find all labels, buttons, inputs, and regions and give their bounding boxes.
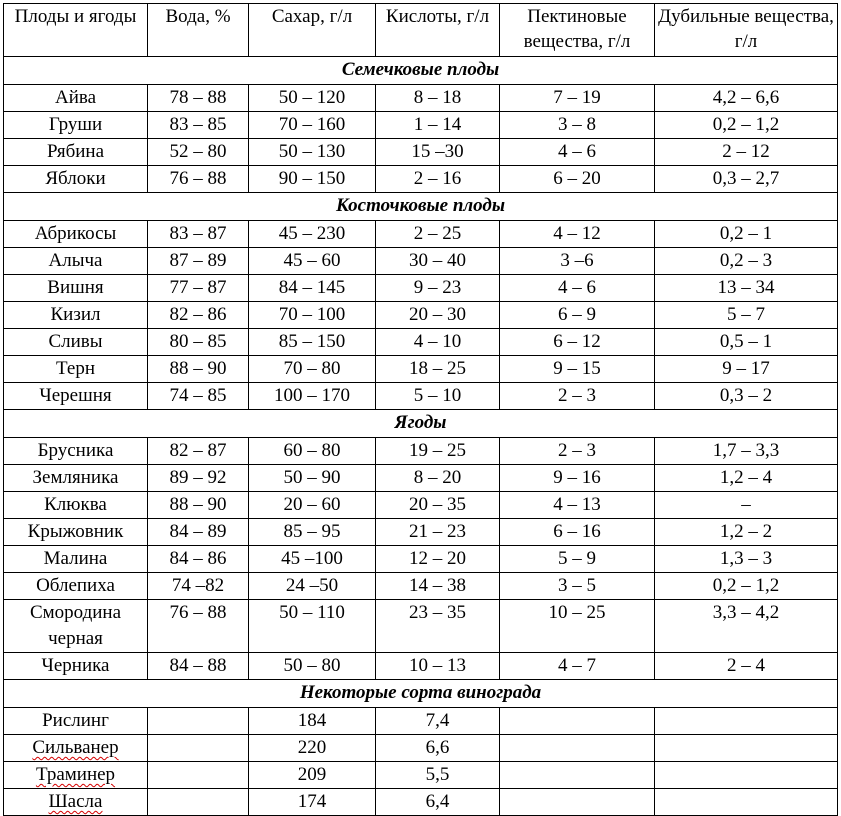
cell-name: Шасла bbox=[4, 789, 148, 816]
cell-pectins: 6 – 12 bbox=[500, 329, 655, 356]
cell-name: Смородина черная bbox=[4, 600, 148, 653]
table-row bbox=[4, 708, 838, 735]
cell-water: 84 – 86 bbox=[148, 546, 249, 573]
header-row bbox=[4, 4, 838, 57]
cell-acids: 20 – 35 bbox=[376, 492, 500, 519]
cell-acids: 5,5 bbox=[376, 762, 500, 789]
fruit-composition-table bbox=[3, 3, 838, 816]
table-row bbox=[4, 600, 838, 653]
cell-sugar: 50 – 110 bbox=[249, 600, 376, 653]
cell-water bbox=[148, 708, 249, 735]
cell-water: 82 – 87 bbox=[148, 438, 249, 465]
cell-sugar: 45 – 60 bbox=[249, 248, 376, 275]
cell-acids: 30 – 40 bbox=[376, 248, 500, 275]
cell-tannins: 0,2 – 3 bbox=[655, 248, 838, 275]
cell-water: 76 – 88 bbox=[148, 166, 249, 193]
cell-water: 84 – 88 bbox=[148, 653, 249, 680]
cell-tannins: 0,3 – 2,7 bbox=[655, 166, 838, 193]
section-title: Ягоды bbox=[4, 410, 838, 438]
cell-name: Груши bbox=[4, 112, 148, 139]
cell-tannins: 1,3 – 3 bbox=[655, 546, 838, 573]
header-cell-acids: Кислоты, г/л bbox=[376, 4, 500, 57]
cell-tannins bbox=[655, 762, 838, 789]
cell-acids: 20 – 30 bbox=[376, 302, 500, 329]
table-row bbox=[4, 383, 838, 410]
header-cell-tannins: Дубильные вещества, г/л bbox=[655, 4, 838, 57]
cell-name: Брусника bbox=[4, 438, 148, 465]
cell-acids: 6,4 bbox=[376, 789, 500, 816]
cell-tannins: 4,2 – 6,6 bbox=[655, 85, 838, 112]
cell-name: Клюква bbox=[4, 492, 148, 519]
section-row bbox=[4, 193, 838, 221]
cell-water bbox=[148, 735, 249, 762]
section-row bbox=[4, 57, 838, 85]
cell-acids: 18 – 25 bbox=[376, 356, 500, 383]
cell-name: Черника bbox=[4, 653, 148, 680]
table-row bbox=[4, 438, 838, 465]
cell-pectins bbox=[500, 735, 655, 762]
cell-name: Крыжовник bbox=[4, 519, 148, 546]
cell-water: 88 – 90 bbox=[148, 356, 249, 383]
table-row bbox=[4, 302, 838, 329]
cell-tannins: 1,2 – 4 bbox=[655, 465, 838, 492]
cell-name: Облепиха bbox=[4, 573, 148, 600]
cell-tannins: – bbox=[655, 492, 838, 519]
cell-pectins: 6 – 20 bbox=[500, 166, 655, 193]
cell-acids: 8 – 20 bbox=[376, 465, 500, 492]
cell-pectins: 3 – 5 bbox=[500, 573, 655, 600]
cell-acids: 2 – 25 bbox=[376, 221, 500, 248]
cell-tannins: 13 – 34 bbox=[655, 275, 838, 302]
cell-acids: 19 – 25 bbox=[376, 438, 500, 465]
cell-tannins: 9 – 17 bbox=[655, 356, 838, 383]
cell-tannins: 0,5 – 1 bbox=[655, 329, 838, 356]
table-row bbox=[4, 139, 838, 166]
cell-acids: 12 – 20 bbox=[376, 546, 500, 573]
cell-pectins: 3 – 8 bbox=[500, 112, 655, 139]
cell-water: 89 – 92 bbox=[148, 465, 249, 492]
cell-water: 84 – 89 bbox=[148, 519, 249, 546]
cell-sugar: 70 – 80 bbox=[249, 356, 376, 383]
cell-sugar: 209 bbox=[249, 762, 376, 789]
cell-name: Кизил bbox=[4, 302, 148, 329]
cell-water: 83 – 87 bbox=[148, 221, 249, 248]
cell-sugar: 50 – 120 bbox=[249, 85, 376, 112]
table-row bbox=[4, 789, 838, 816]
cell-pectins: 3 –6 bbox=[500, 248, 655, 275]
cell-pectins: 5 – 9 bbox=[500, 546, 655, 573]
cell-name: Абрикосы bbox=[4, 221, 148, 248]
table-row bbox=[4, 275, 838, 302]
cell-sugar: 45 – 230 bbox=[249, 221, 376, 248]
cell-pectins: 2 – 3 bbox=[500, 383, 655, 410]
cell-pectins: 10 – 25 bbox=[500, 600, 655, 653]
cell-pectins: 9 – 15 bbox=[500, 356, 655, 383]
cell-sugar: 220 bbox=[249, 735, 376, 762]
cell-name: Терн bbox=[4, 356, 148, 383]
cell-pectins: 4 – 6 bbox=[500, 139, 655, 166]
cell-water: 77 – 87 bbox=[148, 275, 249, 302]
cell-water: 83 – 85 bbox=[148, 112, 249, 139]
cell-acids: 9 – 23 bbox=[376, 275, 500, 302]
cell-tannins: 5 – 7 bbox=[655, 302, 838, 329]
cell-sugar: 20 – 60 bbox=[249, 492, 376, 519]
cell-water: 87 – 89 bbox=[148, 248, 249, 275]
section-row bbox=[4, 680, 838, 708]
cell-sugar: 70 – 160 bbox=[249, 112, 376, 139]
cell-sugar: 24 –50 bbox=[249, 573, 376, 600]
cell-sugar: 60 – 80 bbox=[249, 438, 376, 465]
table-row bbox=[4, 546, 838, 573]
cell-tannins bbox=[655, 708, 838, 735]
cell-name: Малина bbox=[4, 546, 148, 573]
cell-sugar: 184 bbox=[249, 708, 376, 735]
cell-sugar: 70 – 100 bbox=[249, 302, 376, 329]
cell-name: Алыча bbox=[4, 248, 148, 275]
cell-sugar: 85 – 150 bbox=[249, 329, 376, 356]
cell-sugar: 90 – 150 bbox=[249, 166, 376, 193]
cell-pectins: 2 – 3 bbox=[500, 438, 655, 465]
cell-acids: 2 – 16 bbox=[376, 166, 500, 193]
cell-pectins: 6 – 9 bbox=[500, 302, 655, 329]
cell-water: 78 – 88 bbox=[148, 85, 249, 112]
cell-acids: 6,6 bbox=[376, 735, 500, 762]
cell-water: 82 – 86 bbox=[148, 302, 249, 329]
cell-water: 76 – 88 bbox=[148, 600, 249, 653]
table-row bbox=[4, 573, 838, 600]
cell-acids: 7,4 bbox=[376, 708, 500, 735]
cell-sugar: 174 bbox=[249, 789, 376, 816]
cell-sugar: 50 – 80 bbox=[249, 653, 376, 680]
cell-water bbox=[148, 762, 249, 789]
cell-pectins bbox=[500, 789, 655, 816]
cell-acids: 8 – 18 bbox=[376, 85, 500, 112]
cell-acids: 15 –30 bbox=[376, 139, 500, 166]
cell-name: Рябина bbox=[4, 139, 148, 166]
section-row bbox=[4, 410, 838, 438]
cell-sugar: 84 – 145 bbox=[249, 275, 376, 302]
cell-acids: 23 – 35 bbox=[376, 600, 500, 653]
header-cell-sugar: Сахар, г/л bbox=[249, 4, 376, 57]
cell-name: Айва bbox=[4, 85, 148, 112]
cell-name: Вишня bbox=[4, 275, 148, 302]
cell-pectins: 7 – 19 bbox=[500, 85, 655, 112]
cell-sugar: 100 – 170 bbox=[249, 383, 376, 410]
cell-tannins: 2 – 12 bbox=[655, 139, 838, 166]
cell-acids: 1 – 14 bbox=[376, 112, 500, 139]
cell-pectins bbox=[500, 708, 655, 735]
table-row bbox=[4, 735, 838, 762]
cell-tannins: 1,2 – 2 bbox=[655, 519, 838, 546]
cell-pectins: 4 – 6 bbox=[500, 275, 655, 302]
cell-acids: 14 – 38 bbox=[376, 573, 500, 600]
cell-water: 52 – 80 bbox=[148, 139, 249, 166]
cell-sugar: 50 – 130 bbox=[249, 139, 376, 166]
cell-pectins bbox=[500, 762, 655, 789]
section-title: Некоторые сорта винограда bbox=[4, 680, 838, 708]
cell-tannins: 0,2 – 1,2 bbox=[655, 112, 838, 139]
cell-water: 88 – 90 bbox=[148, 492, 249, 519]
cell-pectins: 6 – 16 bbox=[500, 519, 655, 546]
header-cell-fruits: Плоды и ягоды bbox=[4, 4, 148, 57]
header-cell-pectins: Пектиновые вещества, г/л bbox=[500, 4, 655, 57]
cell-tannins: 0,3 – 2 bbox=[655, 383, 838, 410]
table-row bbox=[4, 85, 838, 112]
cell-pectins: 4 – 7 bbox=[500, 653, 655, 680]
cell-sugar: 85 – 95 bbox=[249, 519, 376, 546]
table-row bbox=[4, 519, 838, 546]
cell-water bbox=[148, 789, 249, 816]
cell-name: Яблоки bbox=[4, 166, 148, 193]
table-row bbox=[4, 356, 838, 383]
table-row bbox=[4, 112, 838, 139]
cell-tannins bbox=[655, 735, 838, 762]
cell-water: 74 –82 bbox=[148, 573, 249, 600]
section-title: Косточковые плоды bbox=[4, 193, 838, 221]
table-row bbox=[4, 166, 838, 193]
cell-tannins bbox=[655, 789, 838, 816]
cell-name: Черешня bbox=[4, 383, 148, 410]
cell-name: Земляника bbox=[4, 465, 148, 492]
cell-tannins: 0,2 – 1,2 bbox=[655, 573, 838, 600]
table-row bbox=[4, 465, 838, 492]
cell-sugar: 50 – 90 bbox=[249, 465, 376, 492]
cell-pectins: 4 – 13 bbox=[500, 492, 655, 519]
table-row bbox=[4, 248, 838, 275]
cell-tannins: 3,3 – 4,2 bbox=[655, 600, 838, 653]
section-title: Семечковые плоды bbox=[4, 57, 838, 85]
cell-tannins: 1,7 – 3,3 bbox=[655, 438, 838, 465]
table-row bbox=[4, 221, 838, 248]
cell-tannins: 2 – 4 bbox=[655, 653, 838, 680]
header-cell-water: Вода, % bbox=[148, 4, 249, 57]
cell-name: Рислинг bbox=[4, 708, 148, 735]
cell-tannins: 0,2 – 1 bbox=[655, 221, 838, 248]
cell-acids: 5 – 10 bbox=[376, 383, 500, 410]
cell-acids: 10 – 13 bbox=[376, 653, 500, 680]
cell-sugar: 45 –100 bbox=[249, 546, 376, 573]
cell-pectins: 4 – 12 bbox=[500, 221, 655, 248]
table-row bbox=[4, 329, 838, 356]
cell-name: Траминер bbox=[4, 762, 148, 789]
cell-pectins: 9 – 16 bbox=[500, 465, 655, 492]
cell-water: 80 – 85 bbox=[148, 329, 249, 356]
table-row bbox=[4, 492, 838, 519]
cell-name: Сливы bbox=[4, 329, 148, 356]
cell-acids: 4 – 10 bbox=[376, 329, 500, 356]
table-row bbox=[4, 653, 838, 680]
cell-water: 74 – 85 bbox=[148, 383, 249, 410]
table-row bbox=[4, 762, 838, 789]
cell-acids: 21 – 23 bbox=[376, 519, 500, 546]
cell-name: Сильванер bbox=[4, 735, 148, 762]
